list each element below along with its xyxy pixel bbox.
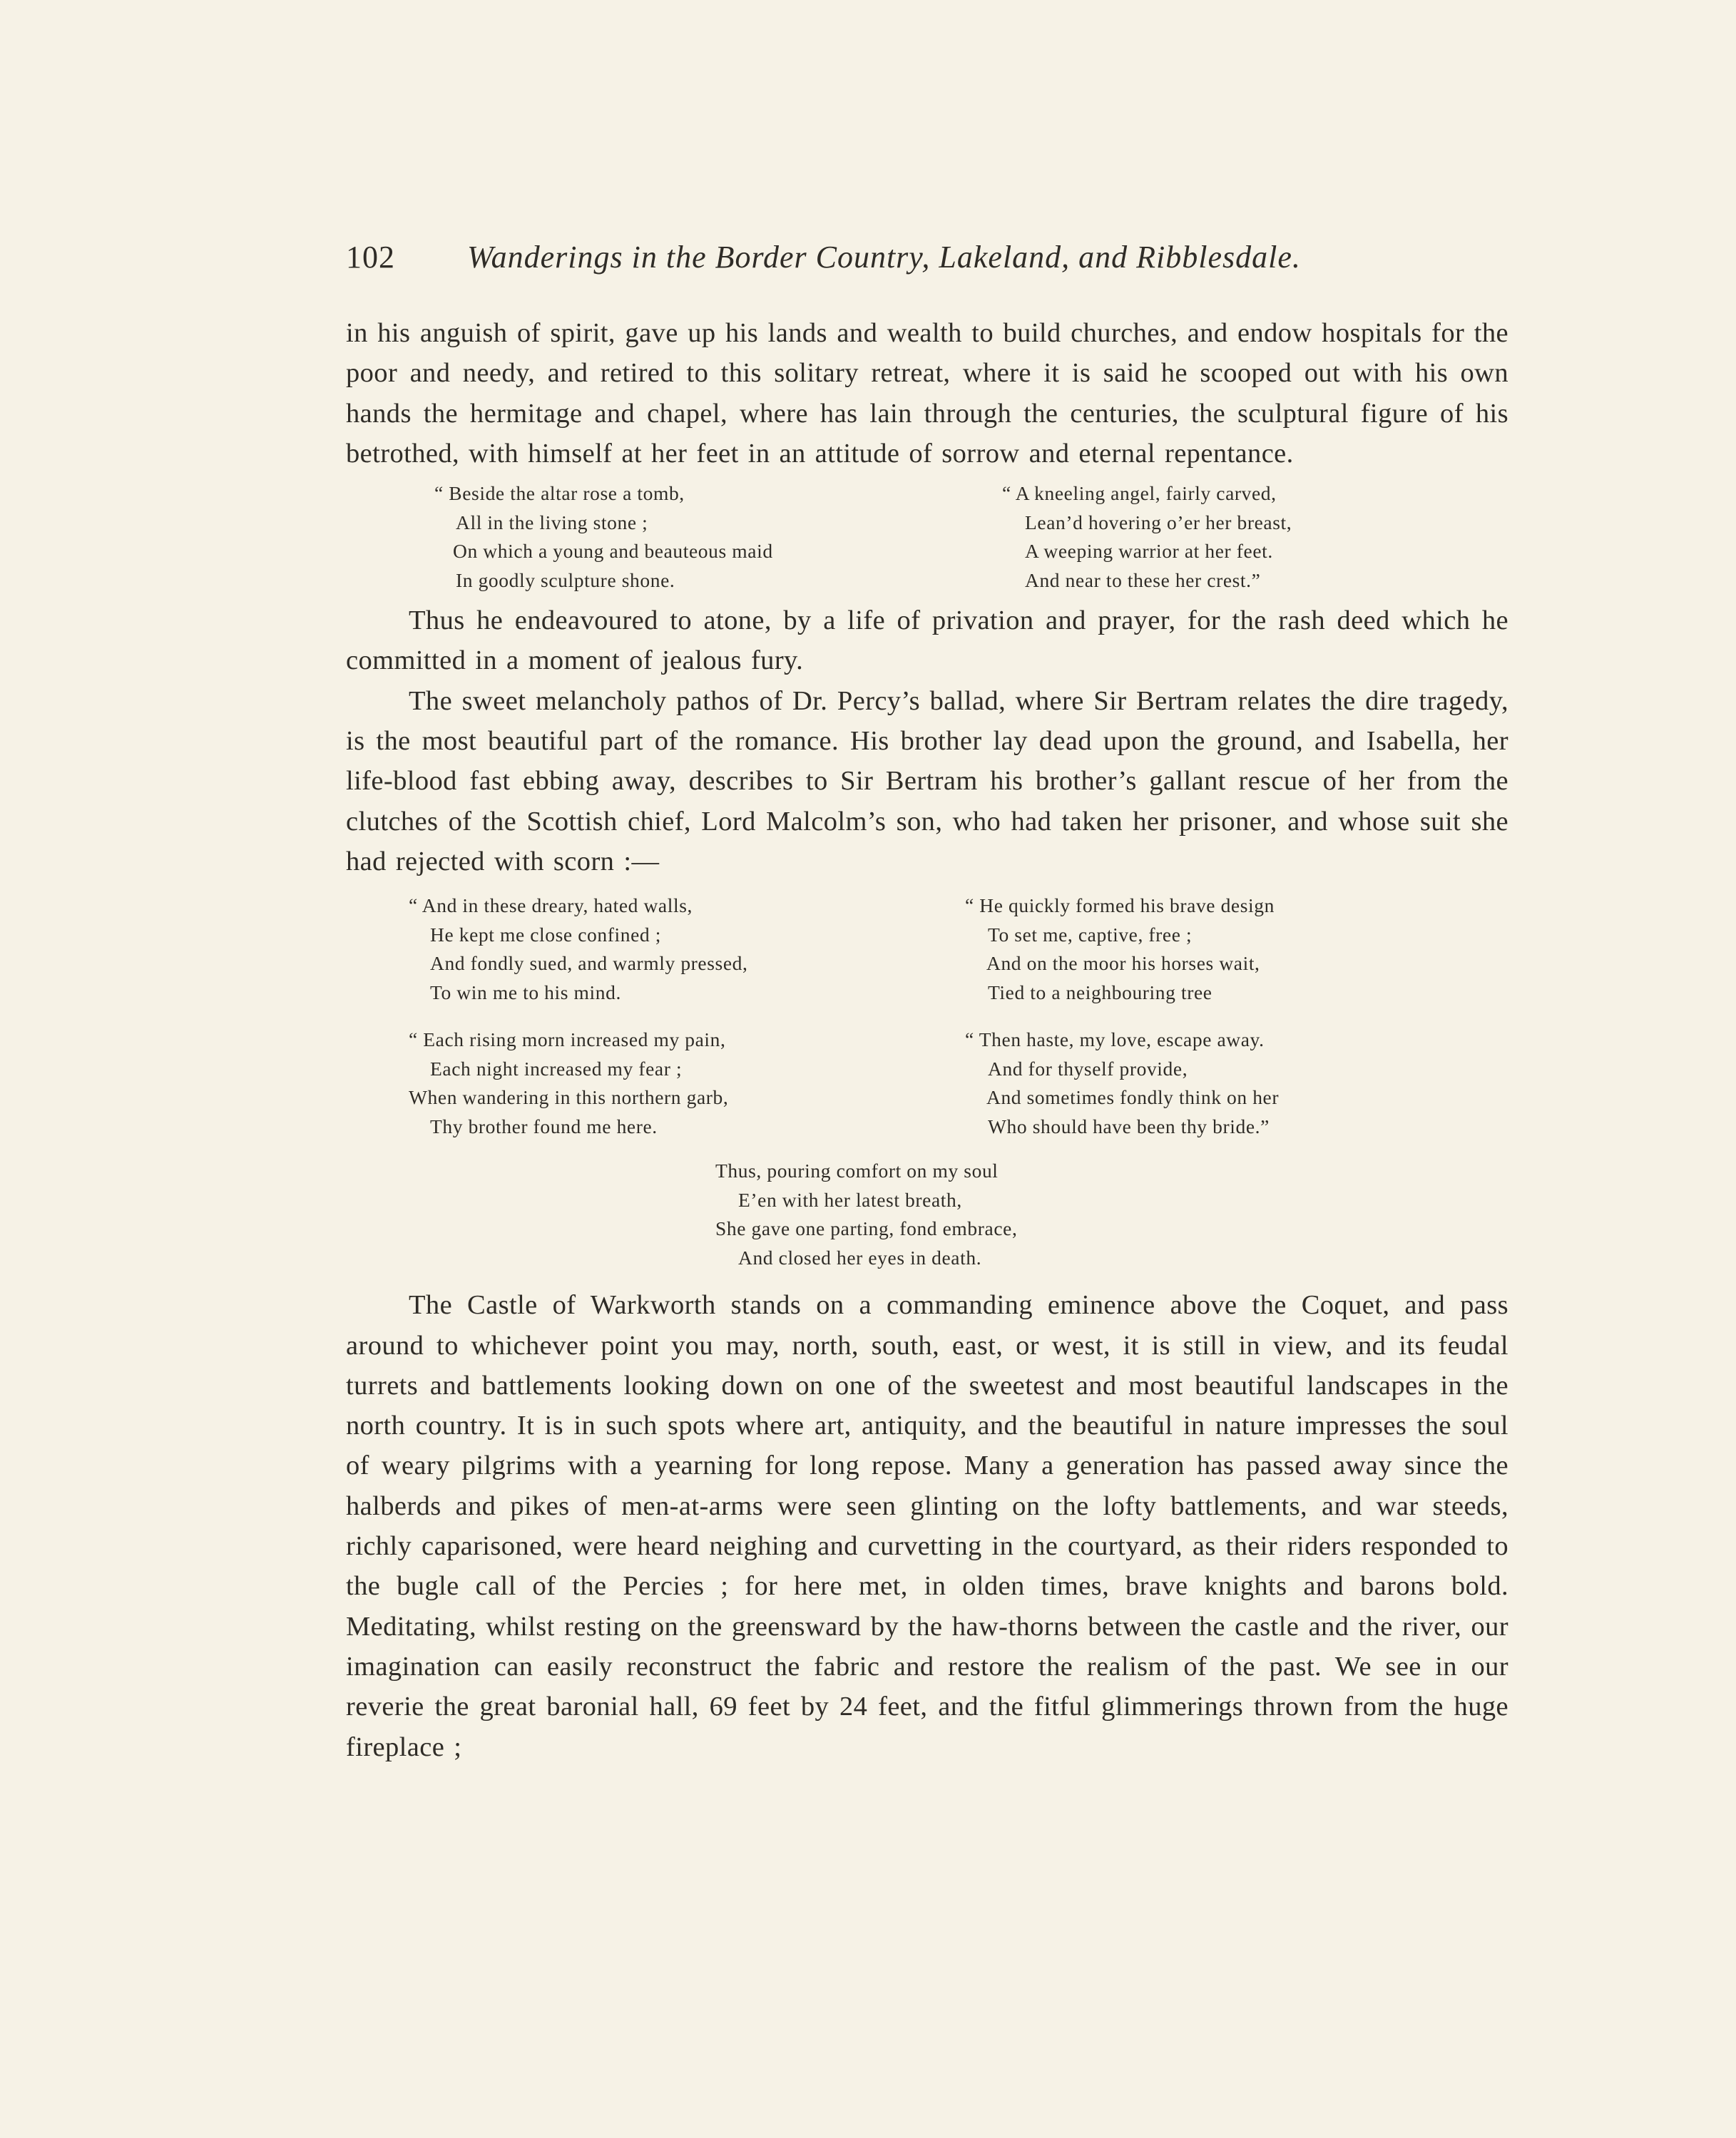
stanza-tomb (434, 479, 773, 595)
verse-line: And on the moor his horses wait, (986, 952, 1260, 975)
verse-line: Thy brother found me here. (430, 1115, 658, 1137)
paragraph-2: Thus he endeavoured to atone, by a life of privation and prayer, for the rash deed which he committed in a moment of jealous fury. (346, 605, 1508, 676)
verse-line: “ Then haste, my love, escape away. (965, 1028, 1265, 1051)
paragraph-4: The Castle of Warkworth stands on a commanding eminence above the Coquet, and pass around to whichever point you may, north, south, east, or west, it is still in view, and its feudal turrets and battlements looking down on one of the sweetest and most beautiful landscapes in the north country. It is in such spots where art, antiquity, and the beautiful in nature impresses the soul of weary pilgrims with a yearning for long repose. Many a generation has passed away since the halberds and pikes of men-at-arms were seen glinting on the lofty battlements, and war steeds, richly caparisoned, were heard neighing and curvetting in the courtyard, as their riders responded to the bugle call of the Percies ; for here met, in olden times, brave knights and barons bold. Meditating, whilst resting on the greensward by the haw-thorns between the castle and the river, our imagination can easily reconstruct the fabric and restore the realism of the past. We see in our reverie the great baronial hall, 69 feet by 24 feet, and the fitful glimmerings thrown from the huge fireplace ; (346, 1290, 1508, 1762)
verse-line: When wandering in this northern garb, (409, 1086, 729, 1109)
verse-line: Tied to a neighbouring tree (988, 981, 1212, 1003)
book-page (346, 239, 1508, 1767)
verse-line: To set me, captive, free ; (988, 923, 1193, 946)
verse-line: “ Beside the altar rose a tomb, (434, 482, 685, 505)
verse-line: E’en with her latest breath, (738, 1188, 962, 1211)
paragraph-3: The sweet melancholy pathos of Dr. Percy’s ballad, where Sir Bertram relates the dire tragedy, is the most beautiful part of the romance. His brother lay dead upon the ground, and Isabella, her life-blood fast ebbing away, describes to Sir Bertram his brother’s gallant rescue of her from the clutches of the Scottish chief, Lord Malcolm’s son, who had taken her prisoner, and whose suit she had rejected with scorn :— (346, 685, 1508, 876)
verse-line: He kept me close confined ; (430, 923, 661, 946)
verse-line: And sometimes fondly think on her (986, 1086, 1280, 1109)
verse-line: And near to these her crest.” (1025, 568, 1261, 591)
verse-line: Lean’d hovering o’er her breast, (1025, 511, 1292, 533)
verse-block-3 (346, 1025, 1508, 1150)
verse-line: Who should have been thy bride.” (988, 1115, 1270, 1137)
paragraph-1: in his anguish of spirit, gave up his lands and wealth to build churches, and endow hospitals for the poor and needy, and retired to this solitary retreat, where it is said he scooped out with his own hands the hermitage and chapel, where has lain through the centuries, the sculptural figure of his betrothed, with himself at her feet in an attitude of sorrow and eternal repentance. (346, 318, 1508, 469)
running-title: Wanderings in the Border Country, Lakeland, and Ribblesdale. (467, 240, 1301, 275)
verse-block-1 (346, 479, 1508, 600)
verse-block-4 (346, 1157, 1508, 1285)
verse-line: She gave one parting, fond embrace, (715, 1217, 1018, 1240)
verse-line: Each night increased my fear ; (430, 1057, 683, 1080)
page-number: 102 (346, 240, 395, 275)
verse-line: On which a young and beauteous maid (453, 540, 773, 563)
stanza-rising-morn (409, 1025, 728, 1141)
page-header (346, 239, 1508, 282)
verse-line: And closed her eyes in death. (738, 1246, 982, 1269)
verse-line: “ Each rising morn increased my pain, (409, 1028, 726, 1051)
verse-line: And fondly sued, and warmly pressed, (430, 952, 748, 975)
verse-line: A weeping warrior at her feet. (1025, 540, 1273, 563)
verse-line: And for thyself provide, (988, 1057, 1188, 1080)
verse-line: “ A kneeling angel, fairly carved, (1002, 482, 1277, 505)
verse-block-2 (346, 891, 1508, 1025)
stanza-haste-away (965, 1025, 1279, 1141)
verse-line: In goodly sculpture shone. (456, 568, 675, 591)
stanza-dreary-walls (409, 891, 747, 1007)
verse-line: “ And in these dreary, hated walls, (409, 894, 693, 917)
verse-line: To win me to his mind. (430, 981, 621, 1003)
stanza-parting (715, 1157, 1017, 1272)
stanza-brave-design (965, 891, 1275, 1007)
verse-line: “ He quickly formed his brave design (965, 894, 1275, 917)
verse-line: Thus, pouring comfort on my soul (715, 1160, 999, 1182)
stanza-angel (1002, 479, 1292, 595)
verse-line: All in the living stone ; (456, 511, 648, 533)
